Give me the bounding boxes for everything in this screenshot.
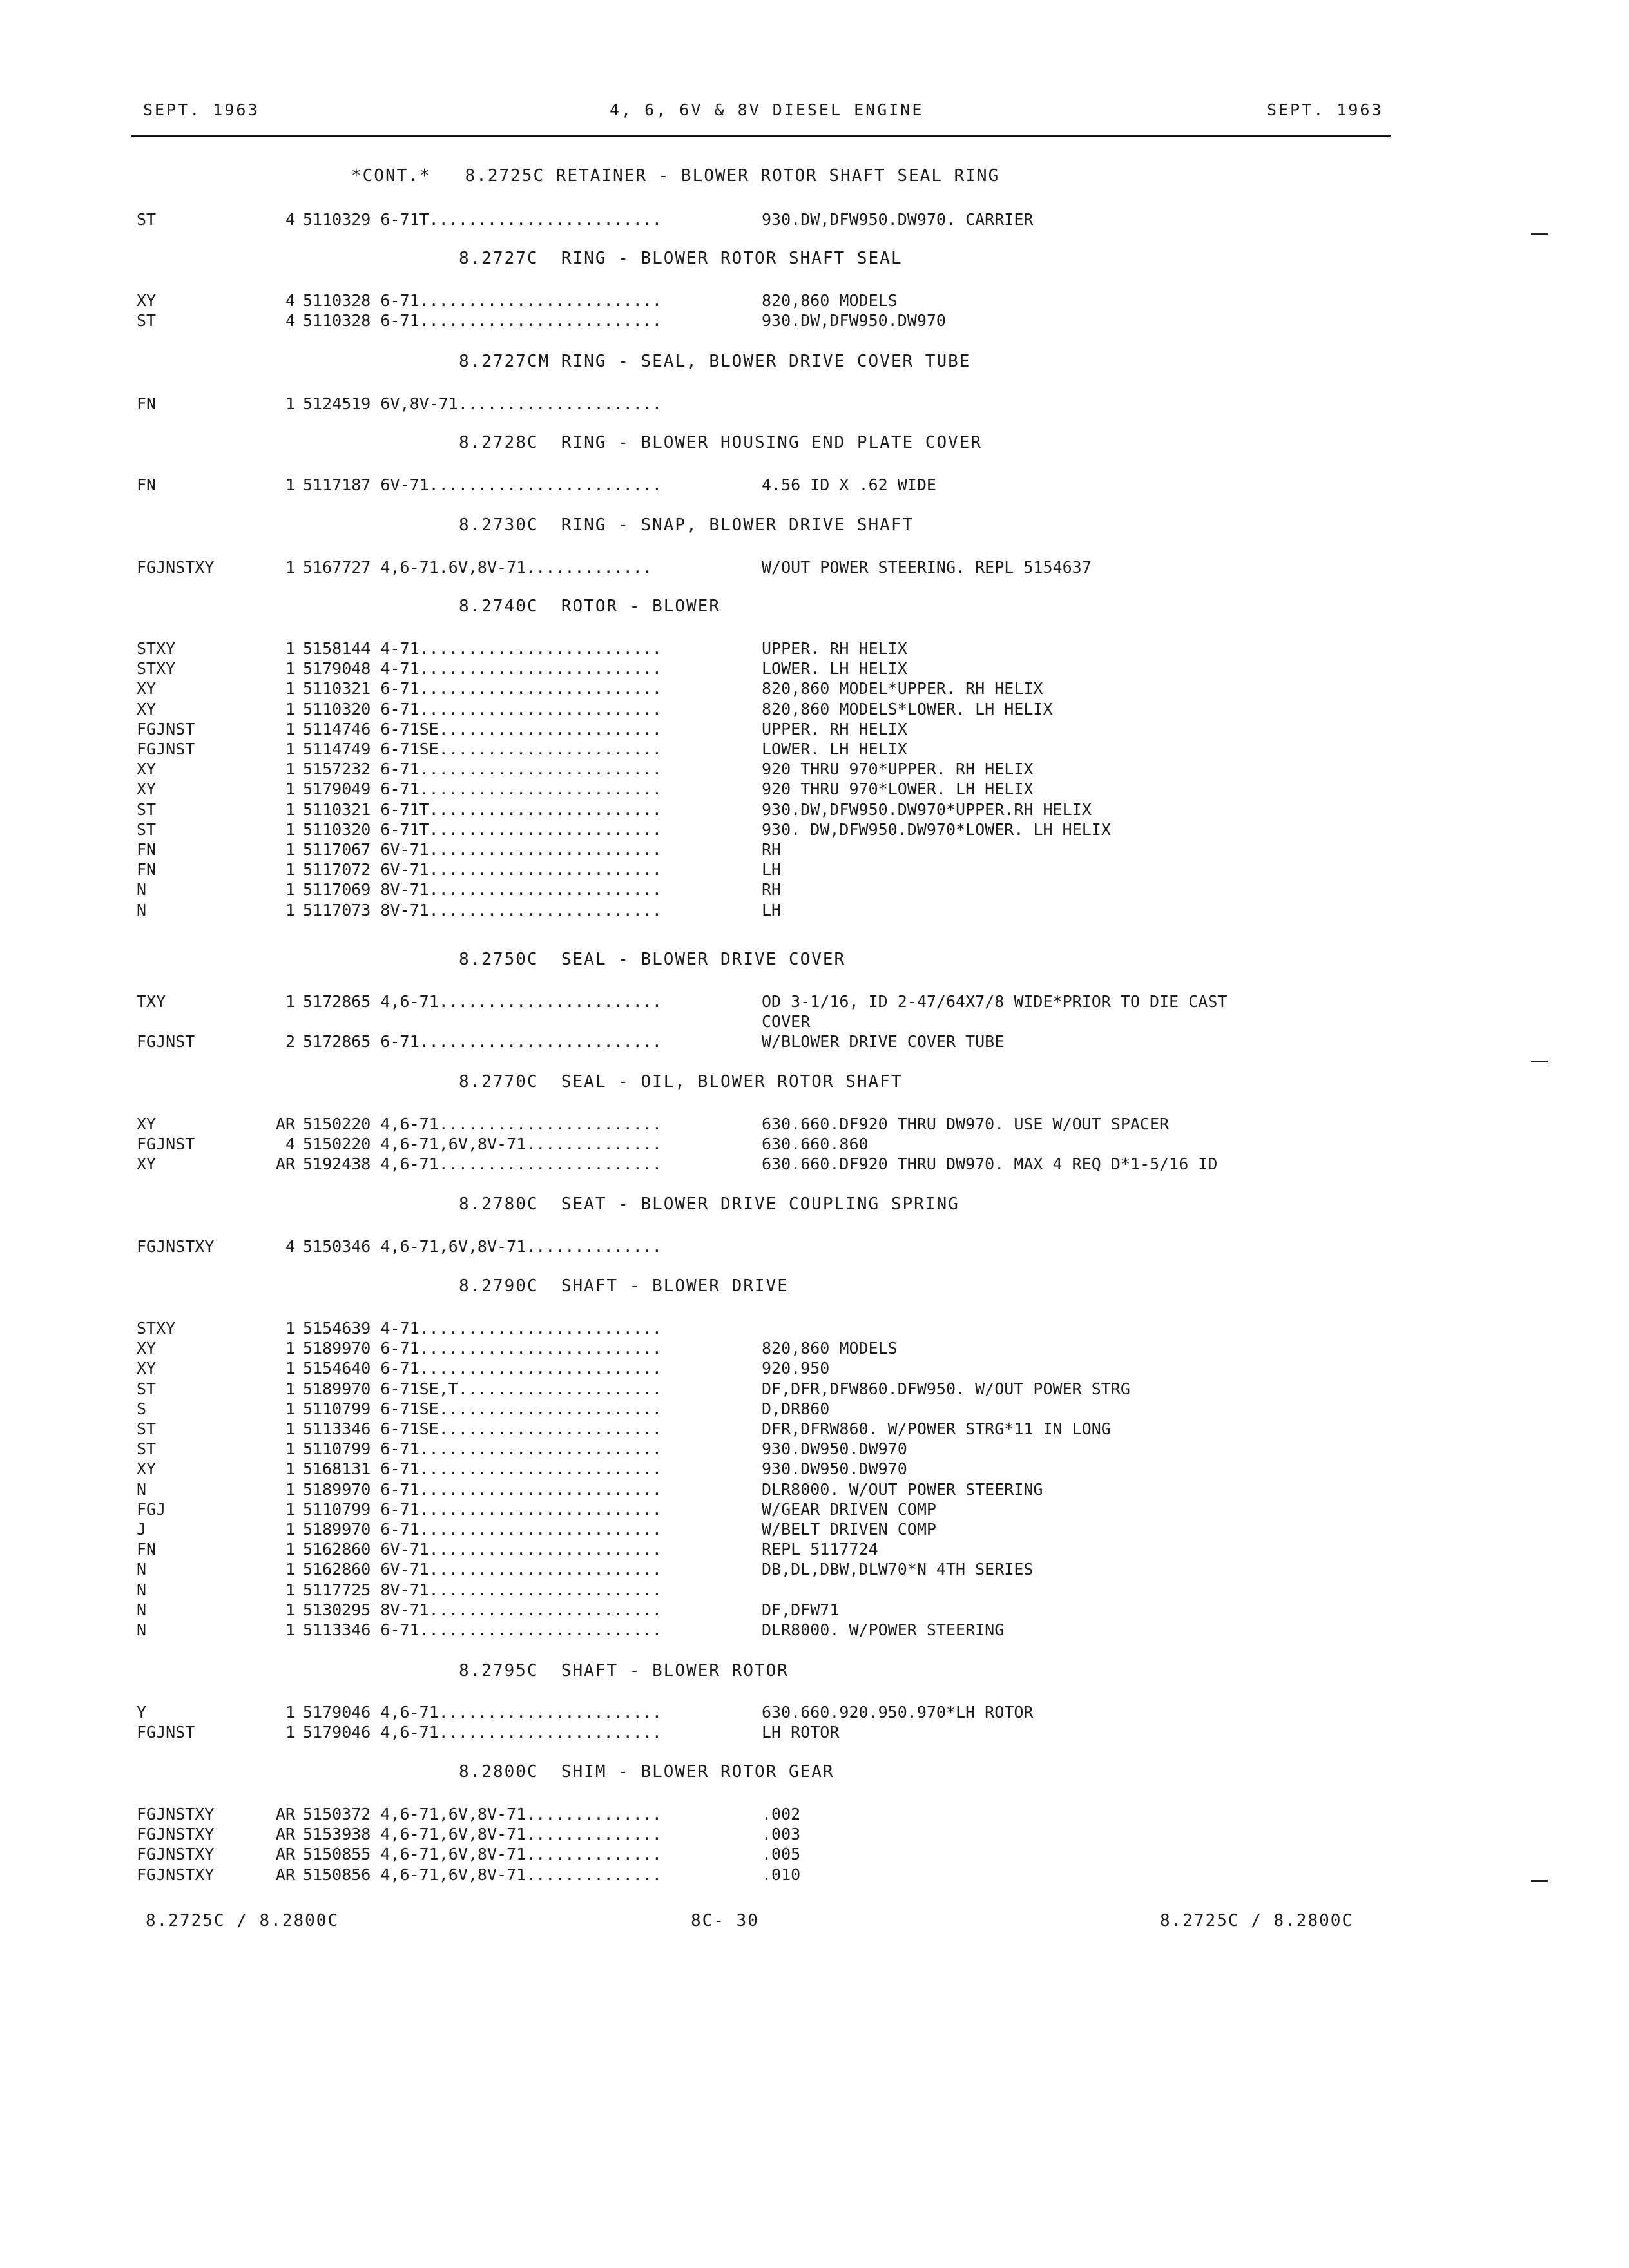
model-code: FGJNSTXY — [137, 558, 215, 577]
model-code: FGJNST — [137, 1032, 195, 1052]
part-number: 5117069 8V-71........................ — [303, 880, 662, 899]
model-code: ST — [137, 820, 157, 839]
parts-row — [0, 1115, 1629, 1135]
parts-row — [0, 901, 1629, 921]
quantity: 1 — [285, 800, 295, 819]
part-number: 5110799 6-71SE....................... — [303, 1399, 662, 1418]
quantity: 4 — [285, 1135, 295, 1154]
part-number: 5117187 6V-71........................ — [303, 476, 662, 494]
quantity: 1 — [285, 1339, 295, 1358]
model-code: TXY — [137, 992, 166, 1011]
quantity: 1 — [285, 1319, 295, 1338]
description: 820,860 MODELS — [762, 1339, 898, 1358]
parts-row — [0, 820, 1629, 840]
parts-row — [0, 679, 1629, 699]
parts-row — [0, 1703, 1629, 1723]
quantity: 1 — [285, 1560, 295, 1579]
parts-row — [0, 1135, 1629, 1155]
part-number: 5117073 8V-71........................ — [303, 900, 662, 919]
part-number: 5110320 6-71......................... — [303, 699, 662, 718]
quantity: 1 — [285, 1723, 295, 1742]
description: LOWER. LH HELIX — [762, 659, 907, 678]
model-code: FGJNSTXY — [137, 1237, 215, 1256]
quantity: 4 — [285, 291, 295, 310]
description: .005 — [762, 1845, 801, 1864]
quantity: 1 — [285, 1399, 295, 1418]
part-number: 5150220 4,6-71,6V,8V-71.............. — [303, 1135, 662, 1154]
quantity: 1 — [285, 780, 295, 799]
model-code: XY — [137, 699, 157, 718]
part-number: 5154640 6-71......................... — [303, 1359, 662, 1378]
part-number: 5162860 6V-71........................ — [303, 1540, 662, 1559]
margin-mark — [1531, 1061, 1548, 1062]
model-code: ST — [137, 311, 157, 331]
part-number: 5110328 6-71......................... — [303, 291, 662, 310]
model-code: N — [137, 1580, 147, 1599]
parts-row — [0, 659, 1629, 679]
description: 920 THRU 970*UPPER. RH HELIX — [762, 760, 1034, 779]
description: LH ROTOR — [762, 1723, 840, 1742]
parts-row — [0, 760, 1629, 780]
model-code: S — [137, 1399, 147, 1418]
parts-row — [0, 639, 1629, 659]
margin-mark — [1531, 233, 1548, 235]
quantity: 1 — [285, 639, 295, 658]
part-number: 5150220 4,6-71....................... — [303, 1115, 662, 1133]
quantity: AR — [275, 1155, 295, 1174]
part-number: 5153938 4,6-71,6V,8V-71.............. — [303, 1825, 662, 1844]
section-title: 8.2790C SHAFT - BLOWER DRIVE — [459, 1276, 789, 1296]
parts-row — [0, 1540, 1629, 1560]
description: 930.DW,DFW950.DW970*UPPER.RH HELIX — [762, 800, 1092, 819]
section-title: 8.2730C RING - SNAP, BLOWER DRIVE SHAFT — [459, 515, 914, 535]
quantity: 1 — [285, 1359, 295, 1378]
model-code: XY — [137, 1155, 157, 1174]
part-number: 5130295 8V-71........................ — [303, 1600, 662, 1619]
parts-row — [0, 1379, 1629, 1399]
model-code: FGJNST — [137, 1135, 195, 1154]
model-code: N — [137, 1479, 147, 1499]
parts-row — [0, 740, 1629, 760]
part-number: 5124519 6V,8V-71..................... — [303, 394, 662, 413]
model-code: N — [137, 900, 147, 919]
description: LH — [762, 900, 782, 919]
part-number: 5167727 4,6-71.6V,8V-71............. — [303, 558, 652, 577]
description: RH — [762, 880, 782, 899]
part-number: 5189970 6-71......................... — [303, 1339, 662, 1358]
description: DF,DFW71 — [762, 1600, 840, 1619]
description: DF,DFR,DFW860.DFW950. W/OUT POWER STRG — [762, 1379, 1130, 1398]
quantity: 1 — [285, 1520, 295, 1539]
description: 630.660.DF920 THRU DW970. MAX 4 REQ D*1-5/16 ID — [762, 1155, 1218, 1174]
description: W/GEAR DRIVEN COMP — [762, 1499, 936, 1519]
parts-row — [0, 860, 1629, 880]
model-code: N — [137, 880, 147, 899]
description: 820,860 MODELS*LOWER. LH HELIX — [762, 699, 1053, 718]
parts-row — [0, 291, 1629, 311]
section-title: 8.2770C SEAL - OIL, BLOWER ROTOR SHAFT — [459, 1072, 903, 1091]
part-number: 5189970 6-71......................... — [303, 1520, 662, 1539]
quantity: 1 — [285, 900, 295, 919]
description: 630.660.920.950.970*LH ROTOR — [762, 1703, 1034, 1722]
part-number: 5117067 6V-71........................ — [303, 840, 662, 859]
quantity: 1 — [285, 1620, 295, 1639]
parts-row — [0, 210, 1629, 230]
part-number: 5150855 4,6-71,6V,8V-71.............. — [303, 1845, 662, 1864]
model-code: FGJNSTXY — [137, 1865, 215, 1884]
part-number: 5110329 6-71T........................ — [303, 210, 662, 229]
quantity: AR — [275, 1115, 295, 1133]
part-number: 5117725 8V-71........................ — [303, 1580, 662, 1599]
parts-row — [0, 700, 1629, 720]
parts-row — [0, 1419, 1629, 1439]
model-code: FGJNST — [137, 740, 195, 758]
part-number: 5168131 6-71......................... — [303, 1459, 662, 1479]
parts-row — [0, 1439, 1629, 1459]
parts-row — [0, 780, 1629, 800]
quantity: 1 — [285, 860, 295, 879]
parts-row — [0, 1459, 1629, 1479]
section-title: 8.2727C RING - BLOWER ROTOR SHAFT SEAL — [459, 249, 903, 268]
description: .010 — [762, 1865, 801, 1884]
model-code: STXY — [137, 1319, 176, 1338]
quantity: 1 — [285, 1580, 295, 1599]
model-code: XY — [137, 1339, 157, 1358]
parts-row — [0, 1845, 1629, 1865]
description: 930.DW950.DW970 — [762, 1459, 907, 1479]
part-number: 5110320 6-71T........................ — [303, 820, 662, 839]
quantity: 4 — [285, 311, 295, 331]
part-number: 5179049 6-71......................... — [303, 780, 662, 799]
parts-row — [0, 992, 1629, 1012]
parts-row — [0, 1339, 1629, 1359]
header-title: 4, 6, 6V & 8V DIESEL ENGINE — [610, 101, 924, 119]
quantity: 1 — [285, 394, 295, 413]
parts-row — [0, 1865, 1629, 1885]
model-code: FN — [137, 476, 157, 494]
part-number: 5179046 4,6-71....................... — [303, 1703, 662, 1722]
margin-mark — [1531, 1880, 1548, 1882]
parts-row — [0, 558, 1629, 578]
description: W/BELT DRIVEN COMP — [762, 1520, 936, 1539]
description: RH — [762, 840, 782, 859]
part-number: 5150856 4,6-71,6V,8V-71.............. — [303, 1865, 662, 1884]
parts-row — [0, 1520, 1629, 1540]
part-number: 5154639 4-71......................... — [303, 1319, 662, 1338]
part-number: 5192438 4,6-71....................... — [303, 1155, 662, 1174]
model-code: FN — [137, 860, 157, 879]
description: OD 3-1/16, ID 2-47/64X7/8 WIDE*PRIOR TO DIE CAST — [762, 992, 1228, 1011]
description: LOWER. LH HELIX — [762, 740, 907, 758]
description: 930.DW950.DW970 — [762, 1439, 907, 1459]
quantity: 1 — [285, 1459, 295, 1479]
quantity: 1 — [285, 992, 295, 1011]
model-code: FN — [137, 840, 157, 859]
parts-row — [0, 311, 1629, 331]
model-code: ST — [137, 1379, 157, 1398]
section-title: 8.2750C SEAL - BLOWER DRIVE COVER — [459, 950, 846, 969]
description: 930.DW,DFW950.DW970. CARRIER — [762, 210, 1034, 229]
model-code: ST — [137, 800, 157, 819]
section-title: 8.2795C SHAFT - BLOWER ROTOR — [459, 1661, 789, 1680]
parts-row — [0, 1237, 1629, 1257]
header-rule — [131, 135, 1391, 137]
model-code: XY — [137, 760, 157, 779]
parts-row — [0, 1399, 1629, 1419]
parts-row — [0, 840, 1629, 860]
section-title: 8.2728C RING - BLOWER HOUSING END PLATE COVER — [459, 433, 983, 452]
header-date-right: SEPT. 1963 — [1267, 101, 1383, 119]
description: REPL 5117724 — [762, 1540, 878, 1559]
model-code: XY — [137, 679, 157, 698]
parts-row — [0, 1480, 1629, 1500]
quantity: AR — [275, 1825, 295, 1844]
description: UPPER. RH HELIX — [762, 639, 907, 658]
model-code: FGJ — [137, 1499, 166, 1519]
model-code: ST — [137, 210, 157, 229]
parts-row — [0, 1500, 1629, 1520]
description: 630.660.860 — [762, 1135, 869, 1154]
description: W/BLOWER DRIVE COVER TUBE — [762, 1032, 1005, 1052]
quantity: 1 — [285, 476, 295, 494]
page-header — [0, 101, 1629, 126]
quantity: 4 — [285, 1237, 295, 1256]
description: DFR,DFRW860. W/POWER STRG*11 IN LONG — [762, 1419, 1111, 1438]
quantity: 1 — [285, 1379, 295, 1398]
footer-range-right: 8.2725C / 8.2800C — [1160, 1911, 1354, 1930]
parts-row — [0, 1581, 1629, 1600]
part-number: 5110799 6-71......................... — [303, 1439, 662, 1459]
description: 930.DW,DFW950.DW970 — [762, 311, 946, 331]
parts-row — [0, 1155, 1629, 1175]
parts-row — [0, 1032, 1629, 1052]
description: 920.950 — [762, 1359, 830, 1378]
quantity: 1 — [285, 820, 295, 839]
quantity: 1 — [285, 760, 295, 779]
parts-row — [0, 476, 1629, 495]
parts-row — [0, 720, 1629, 740]
description: .003 — [762, 1825, 801, 1844]
part-number: 5162860 6V-71........................ — [303, 1560, 662, 1579]
quantity: 1 — [285, 840, 295, 859]
parts-row — [0, 880, 1629, 900]
quantity: 1 — [285, 1499, 295, 1519]
quantity: 1 — [285, 659, 295, 678]
description: 4.56 ID X .62 WIDE — [762, 476, 936, 494]
section-title: 8.2727CM RING - SEAL, BLOWER DRIVE COVER TUBE — [459, 352, 971, 371]
description: 920 THRU 970*LOWER. LH HELIX — [762, 780, 1034, 799]
section-title: 8.2800C SHIM - BLOWER ROTOR GEAR — [459, 1762, 834, 1782]
quantity: 1 — [285, 719, 295, 738]
model-code: Y — [137, 1703, 147, 1722]
description: D,DR860 — [762, 1399, 830, 1418]
footer-page-number: 8C- 30 — [691, 1911, 759, 1930]
part-number: 5158144 4-71......................... — [303, 639, 662, 658]
quantity: 1 — [285, 699, 295, 718]
model-code: N — [137, 1560, 147, 1579]
model-code: XY — [137, 1359, 157, 1378]
section-title: 8.2780C SEAT - BLOWER DRIVE COUPLING SPRING — [459, 1195, 959, 1214]
parts-row — [0, 1560, 1629, 1580]
quantity: AR — [275, 1865, 295, 1884]
part-number: 5114749 6-71SE....................... — [303, 740, 662, 758]
parts-row — [0, 1805, 1629, 1825]
description: COVER — [762, 1012, 811, 1032]
model-code: XY — [137, 291, 157, 310]
description: .002 — [762, 1805, 801, 1823]
model-code: J — [137, 1520, 147, 1539]
footer-range-left: 8.2725C / 8.2800C — [146, 1911, 340, 1930]
parts-row — [0, 1620, 1629, 1640]
parts-row — [0, 1012, 1629, 1032]
model-code: N — [137, 1620, 147, 1639]
quantity: 1 — [285, 880, 295, 899]
quantity: 2 — [285, 1032, 295, 1052]
model-code: FN — [137, 394, 157, 413]
part-number: 5179046 4,6-71....................... — [303, 1723, 662, 1742]
part-number: 5150346 4,6-71,6V,8V-71.............. — [303, 1237, 662, 1256]
quantity: 1 — [285, 1479, 295, 1499]
description: LH — [762, 860, 782, 879]
parts-row — [0, 1359, 1629, 1379]
quantity: 1 — [285, 1703, 295, 1722]
model-code: XY — [137, 1459, 157, 1479]
parts-row — [0, 1600, 1629, 1620]
description: 630.660.DF920 THRU DW970. USE W/OUT SPACER — [762, 1115, 1170, 1133]
model-code: XY — [137, 780, 157, 799]
model-code: FGJNST — [137, 719, 195, 738]
model-code: N — [137, 1600, 147, 1619]
part-number: 5157232 6-71......................... — [303, 760, 662, 779]
quantity: AR — [275, 1845, 295, 1864]
part-number: 5113346 6-71SE....................... — [303, 1419, 662, 1438]
part-number: 5110321 6-71......................... — [303, 679, 662, 698]
quantity: AR — [275, 1805, 295, 1823]
parts-row — [0, 1825, 1629, 1845]
parts-row — [0, 1723, 1629, 1743]
description: UPPER. RH HELIX — [762, 719, 907, 738]
part-number: 5114746 6-71SE....................... — [303, 719, 662, 738]
description: 930. DW,DFW950.DW970*LOWER. LH HELIX — [762, 820, 1111, 839]
section-title: *CONT.* 8.2725C RETAINER - BLOWER ROTOR SHAFT SEAL RING — [351, 166, 1000, 186]
description: DLR8000. W/OUT POWER STEERING — [762, 1479, 1043, 1499]
parts-row — [0, 1319, 1629, 1339]
section-title: 8.2740C ROTOR - BLOWER — [459, 597, 721, 616]
part-number: 5117072 6V-71........................ — [303, 860, 662, 879]
model-code: FGJNSTXY — [137, 1825, 215, 1844]
description: W/OUT POWER STEERING. REPL 5154637 — [762, 558, 1092, 577]
model-code: FN — [137, 1540, 157, 1559]
header-date-left: SEPT. 1963 — [143, 101, 260, 119]
parts-row — [0, 800, 1629, 820]
model-code: XY — [137, 1115, 157, 1133]
quantity: 1 — [285, 1600, 295, 1619]
quantity: 1 — [285, 1540, 295, 1559]
part-number: 5150372 4,6-71,6V,8V-71.............. — [303, 1805, 662, 1823]
part-number: 5110321 6-71T........................ — [303, 800, 662, 819]
quantity: 1 — [285, 679, 295, 698]
quantity: 1 — [285, 740, 295, 758]
quantity: 1 — [285, 1419, 295, 1438]
description: DB,DL,DBW,DLW70*N 4TH SERIES — [762, 1560, 1034, 1579]
part-number: 5110328 6-71......................... — [303, 311, 662, 331]
part-number: 5113346 6-71......................... — [303, 1620, 662, 1639]
quantity: 1 — [285, 1439, 295, 1459]
part-number: 5172865 6-71......................... — [303, 1032, 662, 1052]
model-code: STXY — [137, 659, 176, 678]
description: DLR8000. W/POWER STEERING — [762, 1620, 1005, 1639]
model-code: FGJNST — [137, 1723, 195, 1742]
description: 820,860 MODELS — [762, 291, 898, 310]
part-number: 5172865 4,6-71....................... — [303, 992, 662, 1011]
part-number: 5110799 6-71......................... — [303, 1499, 662, 1519]
quantity: 4 — [285, 210, 295, 229]
part-number: 5189970 6-71......................... — [303, 1479, 662, 1499]
quantity: 1 — [285, 558, 295, 577]
model-code: FGJNSTXY — [137, 1805, 215, 1823]
parts-row — [0, 394, 1629, 414]
part-number: 5189970 6-71SE,T..................... — [303, 1379, 662, 1398]
model-code: FGJNSTXY — [137, 1845, 215, 1864]
model-code: ST — [137, 1439, 157, 1459]
description: 820,860 MODEL*UPPER. RH HELIX — [762, 679, 1043, 698]
part-number: 5179048 4-71......................... — [303, 659, 662, 678]
model-code: ST — [137, 1419, 157, 1438]
model-code: STXY — [137, 639, 176, 658]
